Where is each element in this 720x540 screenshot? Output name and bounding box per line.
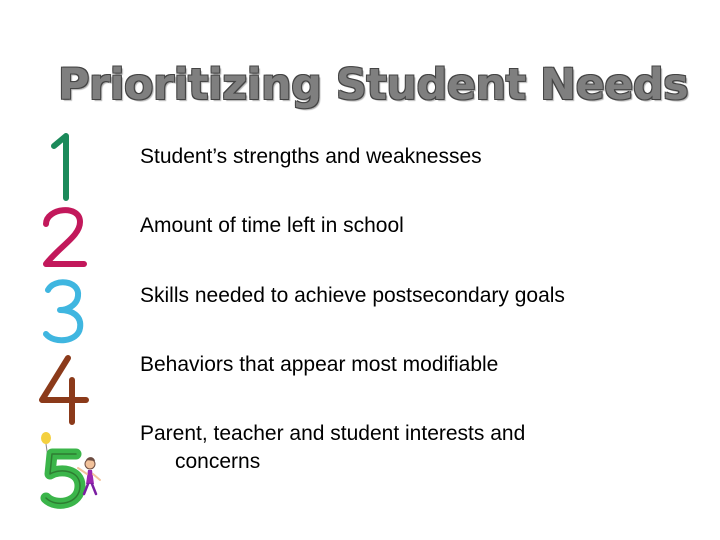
list-item [140, 212, 700, 240]
list-item [140, 351, 700, 379]
list-item [140, 420, 700, 476]
list-item-text: Amount of time left in school [140, 214, 404, 237]
number-two-icon [32, 198, 98, 276]
list-item [140, 282, 700, 310]
list-item-text: Behaviors that appear most modifiable [140, 353, 499, 376]
number-five-with-child-icon [30, 428, 102, 512]
list-item-text-continued: concerns [175, 450, 261, 473]
list-item-text: Parent, teacher and student interests and [140, 422, 526, 445]
number-three-icon [32, 272, 98, 350]
list-item [140, 143, 700, 171]
number-four-icon [32, 350, 98, 428]
number-one-icon [32, 128, 98, 206]
slide-title: Prioritizing Student Needs [58, 60, 689, 110]
list-item-text: Student’s strengths and weaknesses [140, 145, 482, 168]
list-item-text: Skills needed to achieve postsecondary goals [140, 284, 565, 307]
